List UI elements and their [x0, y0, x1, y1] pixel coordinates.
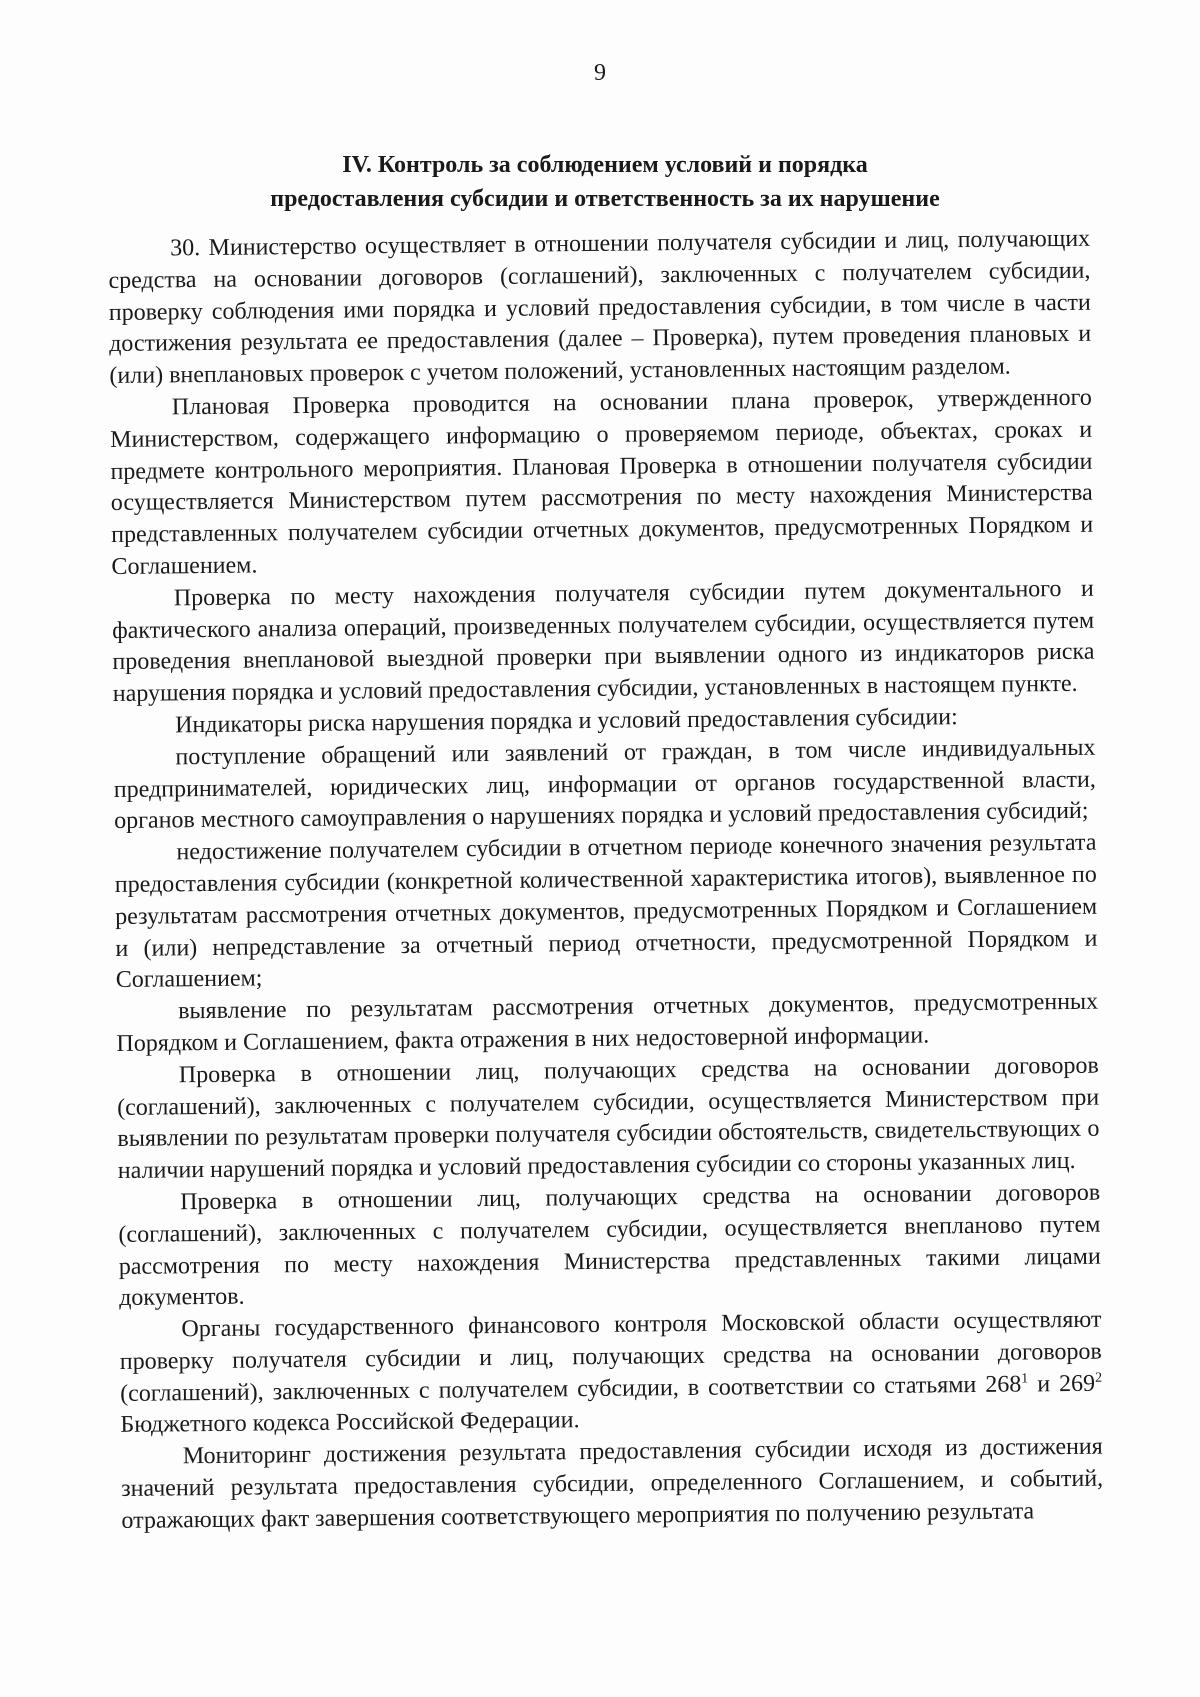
- paragraph-contractors-inspection: Проверка в отношении лиц, получающих средства на основании договоров (соглашений), заключенных с получателем субсидии, осуществляется Министерством при выявлении по результатам проверки получателя субсидии обстоятельств, свидетельствующих о наличии нарушений порядка и условий предоставления субсидии со стороны указанных лиц.: [117, 1052, 1100, 1185]
- paragraph-financial-control: [119, 1305, 1102, 1442]
- paragraph-contractors-unscheduled: Проверка в отношении лиц, получающих средства на основании договоров (соглашений), заключенных с получателем субсидии, осуществляется внепланово путем рассмотрения по месту нахождения Министерства представленных такими лицами документов.: [118, 1179, 1101, 1312]
- financial-control-text-2: и 269: [1028, 1370, 1096, 1398]
- paragraph-onsite-inspection: Проверка по месту нахождения получателя субсидии путем документального и фактического анализа операций, произведенных получателем субсидии, осуществляется путем проведения внеплановой выездной проверки при выявлении одного из индикаторов риска нарушения порядка и условий предоставления субсидии, установленных в настоящем пункте.: [112, 575, 1095, 708]
- paragraph-indicator-non-achievement: недостижение получателем субсидии в отчетном периоде конечного значения результата предоставления субсидии (конкретной количественной характеристика итогов), выявленное по результатам рассмотрения отчетных документов, предусмотренных Порядком и Соглашением и (или) непредставление за отчетный период отчетности, предусмотренной Порядком и Соглашением;: [114, 829, 1098, 994]
- paragraph-30: 30. Министерство осуществляет в отношении получателя субсидии и лиц, получающих средства на основании договоров (соглашений), заключенных с получателем субсидии, проверку соблюдения ими порядка и условий предоставления субсидии, в том числе в части достижения результата ее предоставления (далее – Проверка), путем проведения плановых и (или) внеплановых проверок с учетом положений, установленных настоящим разделом.: [108, 225, 1092, 390]
- paragraph-indicator-appeals: поступление обращений или заявлений от граждан, в том числе индивидуальных предпринимателей, юридических лиц, информации от органов государственной власти, органов местного самоуправления о нарушениях порядка и условий предоставления субсидий;: [113, 734, 1096, 835]
- paragraph-monitoring: Мониторинг достижения результата предоставления субсидии исходя из достижения значений результата предоставления субсидии, определенного Соглашением, и событий, отражающих факт завершения соответствующего мероприятия по получению результата: [121, 1433, 1104, 1534]
- section-heading: [200, 148, 1010, 216]
- body-text: [108, 224, 1104, 1538]
- article-269-superscript: 2: [1094, 1370, 1103, 1386]
- paragraph-indicator-false-info: выявление по результатам рассмотрения отчетных документов, предусмотренных Порядком и Соглашением, факта отражения в них недостоверной информации.: [116, 988, 1099, 1057]
- paragraph-planned-inspection: Плановая Проверка проводится на основании плана проверок, утвержденного Министерством, содержащего информацию о проверяемом периоде, объектах, сроках и предмете контрольного мероприятия. Плановая Проверка в отношении получателя субсидии осуществляется Министерством путем рассмотрения по месту нахождения Министерства представленных получателем субсидии отчетных документов, предусмотренных Порядком и Соглашением.: [110, 384, 1094, 580]
- financial-control-text-3: Бюджетного кодекса Российской Федерации.: [120, 1407, 580, 1439]
- article-268-superscript: 1: [1021, 1371, 1029, 1387]
- financial-control-text-1: Органы государственного финансового контроля Московской области осуществляют проверку получателя субсидии и лиц, получающих средства на основании договоров (соглашений), заключенных с получателем субсидии, в соответствии со статьями 268: [119, 1306, 1102, 1407]
- page-number: 9: [594, 60, 606, 86]
- section-heading-line-2: предоставления субсидии и ответственность за их нарушение: [270, 186, 940, 212]
- paragraph-risk-indicators: Индикаторы риска нарушения порядка и условий предоставления субсидии:: [175, 704, 958, 739]
- section-heading-line-1: IV. Контроль за соблюдением условий и порядка: [342, 152, 868, 178]
